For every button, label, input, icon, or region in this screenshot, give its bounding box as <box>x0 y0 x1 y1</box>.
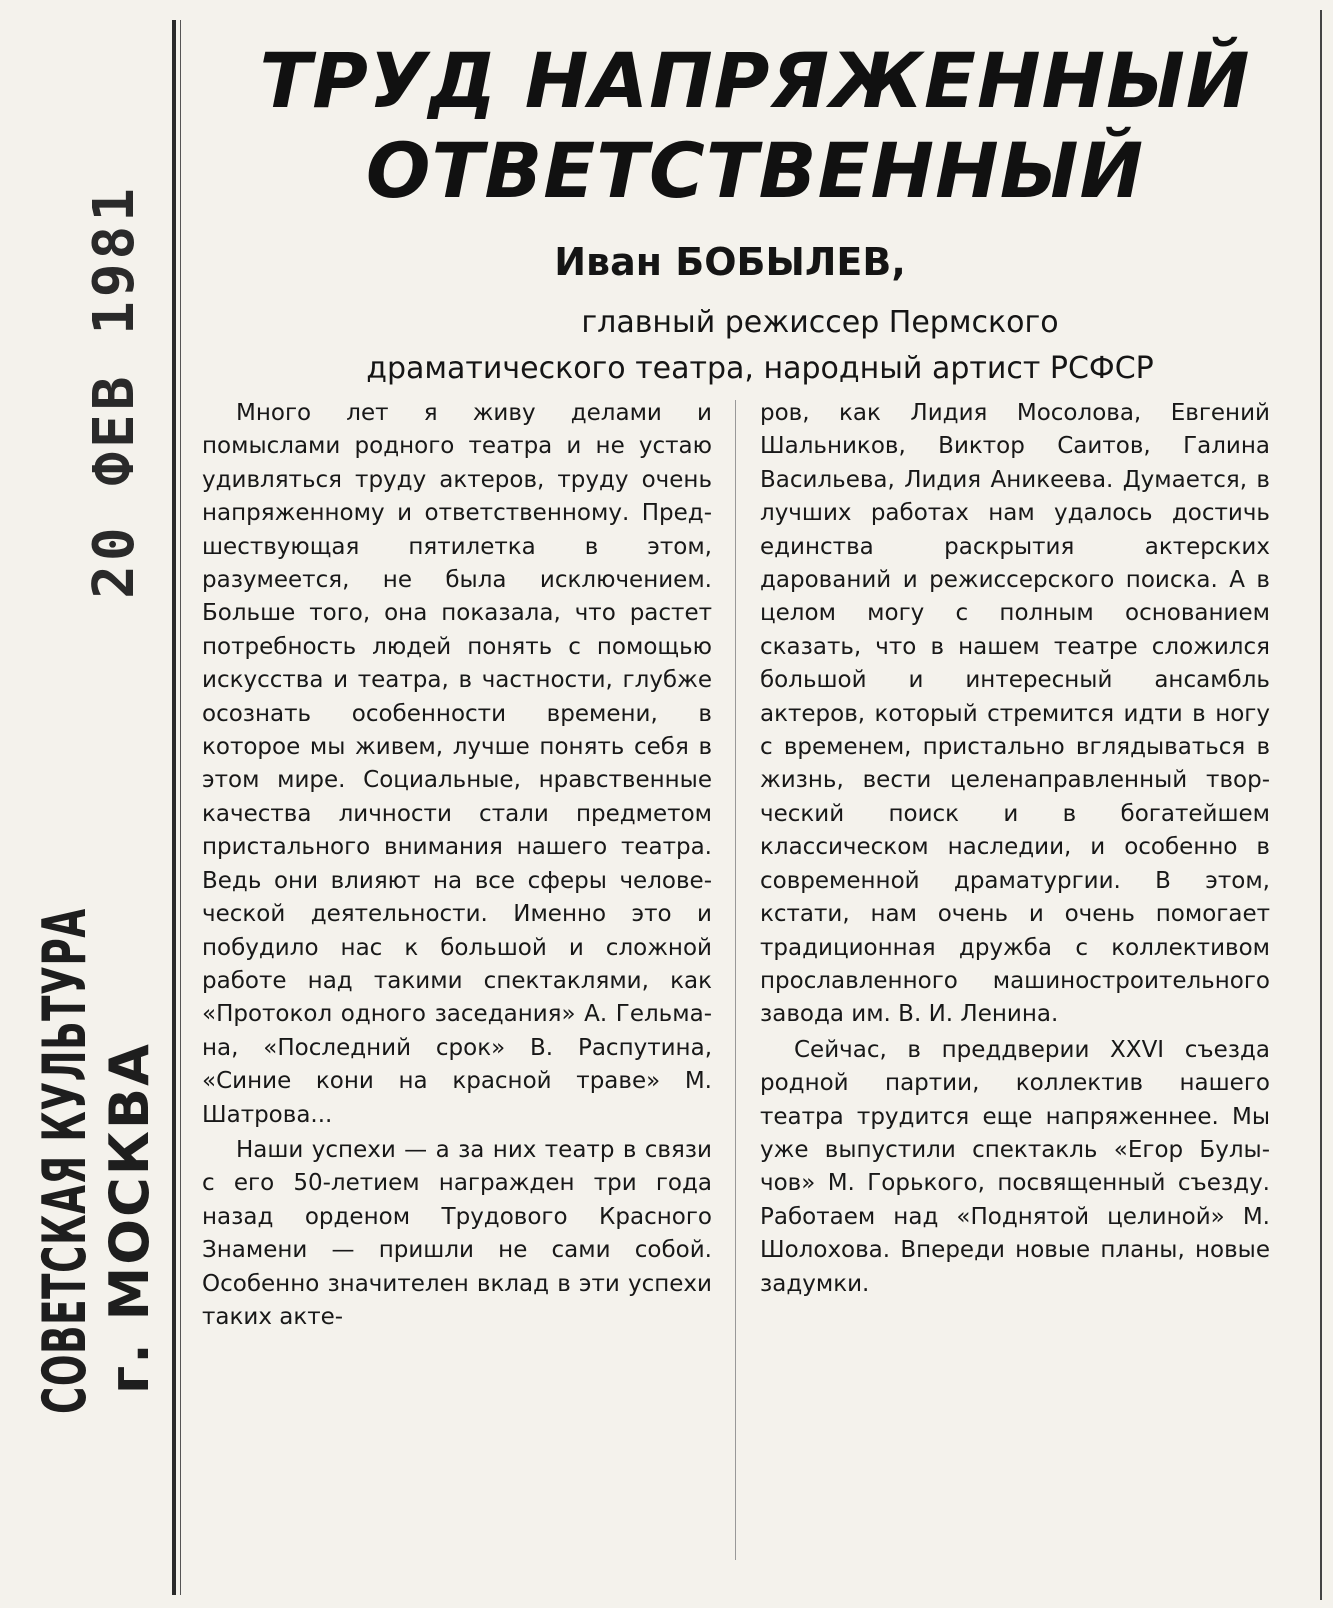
article-column-1 <box>202 397 712 1334</box>
stamp-city: г. МОСКВА <box>98 1042 161 1394</box>
stamp-newspaper-name: СОВЕТСКАЯ КУЛЬТУРА <box>30 908 100 1414</box>
author-title-line-2: драматического театра, народный артист РСФСР <box>366 351 1154 386</box>
column-1-paragraph-1: Много лет я живу делами и помыслами родного театра и не устаю удивляться труду актеров, труду очень напряженному и ответственному. Предшествующая пятилетка в этом, разумеется, не была исключением. Больше того, она показала, что растет потребность людей понять с помощью искусства и театра, в частности, глубже осознать особенности времени, в которое мы живем, лучше понять себя в этом мире. Социальные, нравственные качества личности стали предметом пристального внимания нашего театра. Ведь они влияют на все сферы человеческой деятельности. Именно это и побудило нас к большой и сложной работе над такими спектаклями, как «Протокол одного заседания» А. Гельмана, «Последний срок» В. Распутина, «Синие кони на красной траве» М. Шатрова... <box>202 400 712 1128</box>
headline-line-1: ТРУД НАПРЯЖЕННЫЙ <box>259 36 1251 125</box>
left-border-rule <box>172 20 176 1595</box>
article-headline <box>190 36 1320 216</box>
column-2-paragraph-1: ров, как Лидия Мосолова, Евгений Шальников, Виктор Саитов, Галина Васильева, Лидия Аникеева. Думается, в лучших работах нам удалось достичь единства раскрытия актерских дарований и режиссерского поиска. А в целом могу с полным основанием сказать, что в нашем театре сложился большой и интересный ансамбль актеров, который стремится идти в ногу с временем, пристально вглядываться в жизнь, вести целенаправленный творческий поиск и в богатейшем классическом наследии, и особенно в современной драматургии. В этом, кстати, нам очень и очень помогает традиционная дружба с коллективом прославленного машиностроительного завода им. В. И. Ленина. <box>760 400 1270 1028</box>
author-title-line-1: главный режиссер Пермского <box>581 305 1059 340</box>
left-border-thin-rule <box>180 20 181 1595</box>
headline-line-2: ОТВЕТСТВЕННЫЙ <box>365 126 1145 215</box>
right-border-rule <box>1320 10 1322 1600</box>
stamp-date: 20 ФЕВ 1981 <box>82 184 147 599</box>
article-column-2 <box>760 397 1270 1301</box>
author-title <box>200 300 1320 392</box>
column-2-paragraph-2: Сейчас, в преддверии XXVI съезда родной партии, коллектив нашего театра трудится еще напряженнее. Мы уже выпустили спектакль «Егор Булычов» М. Горького, посвященный съезду. Работаем над «Поднятой целиной» М. Шолохова. Впереди новые планы, новые задумки. <box>760 1036 1270 1297</box>
clipping-stamp <box>20 0 170 1608</box>
article-author: Иван БОБЫЛЕВ, <box>554 240 906 284</box>
column-1-paragraph-2: Наши успехи — а за них театр в связи с его 50-летием награжден три года назад орденом Трудового Красного Знамени — пришли не сами собой. Особенно значителен вклад в эти успехи таких акте- <box>202 1136 712 1330</box>
column-divider <box>735 400 736 1560</box>
stamp-rotated-block <box>20 24 170 1584</box>
